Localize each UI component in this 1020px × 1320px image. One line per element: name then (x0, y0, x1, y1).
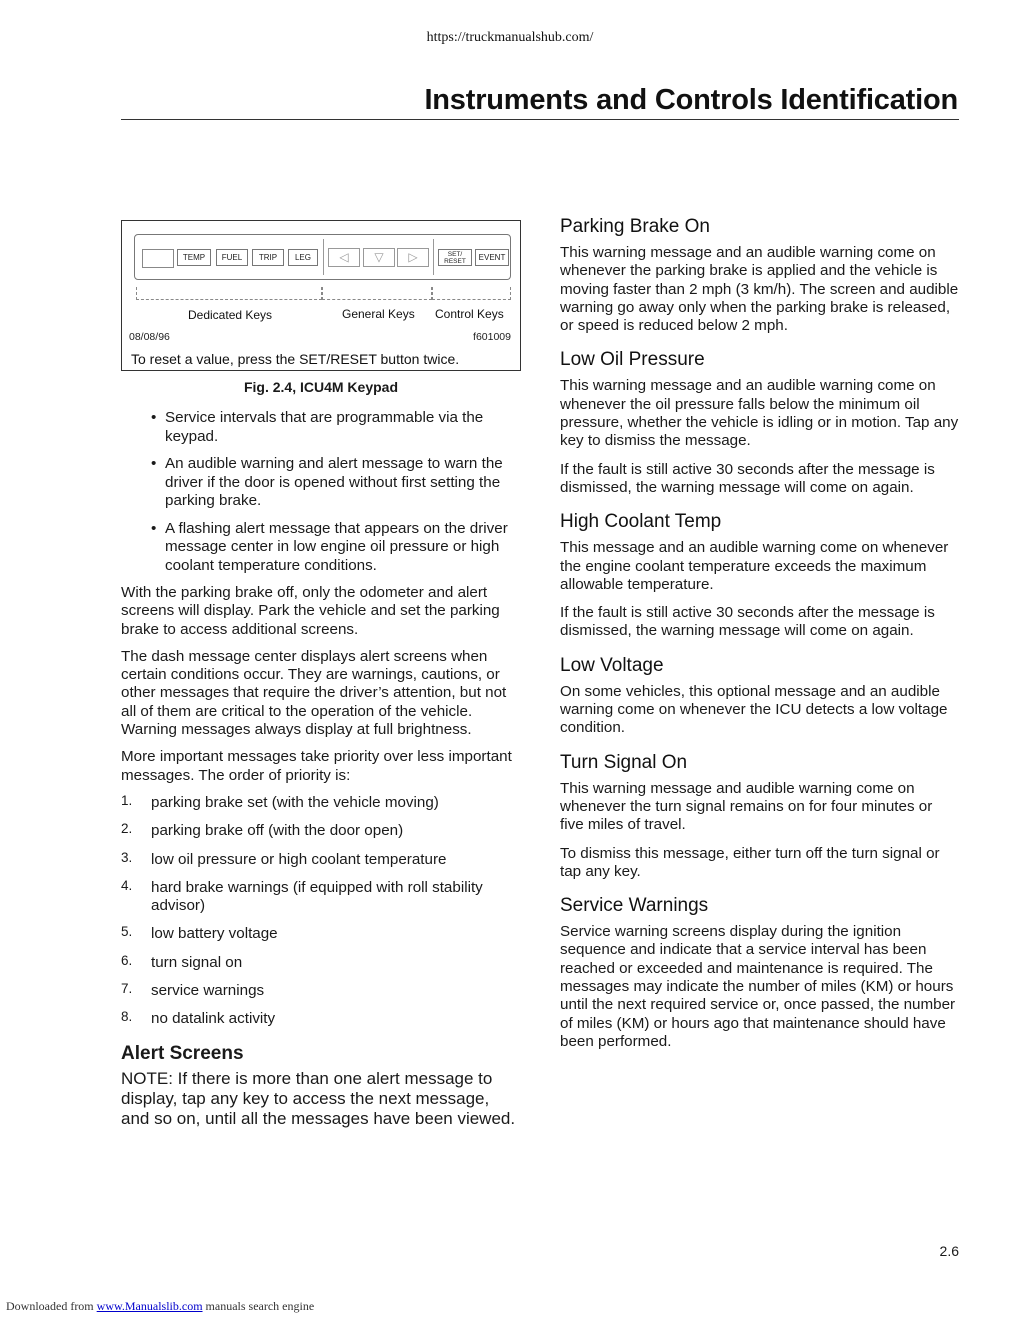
figure-caption: Fig. 2.4, ICU4M Keypad (243, 379, 399, 395)
keypad-figure (121, 220, 521, 371)
paragraph: The dash message center displays alert screens when certain conditions occur. They are warnings, cautions, or other messages that require the driver’s attention, but not all of them are critical to the operation of the vehicle. Warning messages always display at full brightness. (121, 647, 507, 739)
list-item (121, 851, 521, 869)
left-column (121, 220, 521, 1129)
icu4m-keypad (134, 234, 511, 280)
keypad-display (142, 249, 174, 268)
bullet-text: An audible warning and alert message to warn the driver if the door is opened without first setting the parking brake. (165, 455, 503, 509)
list-number: 4. (121, 877, 133, 893)
temp-key: TEMP (177, 249, 211, 266)
list-number: 2. (121, 821, 133, 837)
set-reset-key-line2: RESET (444, 258, 466, 265)
right-column (560, 216, 960, 1065)
list-text: parking brake off (with the door open) (151, 822, 404, 840)
section-turn-signal-on (560, 752, 960, 881)
source-url: https://truckmanualshub.com/ (426, 30, 594, 45)
down-arrow-icon: ▽ (363, 248, 395, 267)
control-keys-bracket (432, 287, 511, 300)
list-text: low battery voltage (151, 925, 278, 943)
list-item (121, 954, 521, 972)
general-keys-bracket (322, 287, 432, 300)
page-number: 2.6 (939, 1243, 959, 1259)
dedicated-keys-label: Dedicated Keys (188, 308, 273, 322)
paragraph: If the fault is still active 30 seconds after the message is dismissed, the warning message will come on again. (560, 604, 935, 640)
list-text: hard brake warnings (if equipped with roll stability advisor) (151, 878, 483, 915)
section-heading: Low Voltage (560, 654, 664, 676)
alert-screens-note: NOTE: If there is more than one alert message to display, tap any key to access the next message, and so on, until all the messages have been viewed. (121, 1068, 516, 1128)
paragraph: This warning message and an audible warning come on whenever the parking brake is applied and the vehicle is moving faster than 2 mph (3 km/h). The screen and audible warning go away only when the parking brake is released, or speed is reduced below 2 mph. (560, 244, 959, 335)
list-text: service warnings (151, 982, 265, 1000)
section-heading: Service Warnings (560, 895, 709, 917)
bullet-text: A flashing alert message that appears on the driver message center in low engine oil pressure or high coolant temperature conditions. (165, 519, 508, 574)
list-text: parking brake set (with the vehicle moving) (151, 793, 439, 811)
list-item (121, 925, 521, 943)
bullet-icon: • (151, 519, 157, 537)
list-number: 5. (121, 924, 133, 940)
section-high-coolant-temp (560, 511, 960, 640)
alert-screens-heading: Alert Screens (121, 1042, 244, 1064)
paragraph: Service warning screens display during the ignition sequence and indicate that a service interval has been reached or exceeded and maintenance is required. The messages may indicate the number of miles (KM) or hours until the next required service or, once passed, the number of miles (KM) or hours ago that maintenance should have been performed. (560, 923, 956, 1050)
set-reset-key (438, 249, 472, 266)
list-text: no datalink activity (151, 1010, 276, 1028)
paragraph: To dismiss this message, either turn off the turn signal or tap any key. (560, 844, 940, 880)
section-heading: High Coolant Temp (560, 511, 722, 533)
bullet-icon: • (151, 409, 157, 426)
list-item (121, 1010, 521, 1028)
footer-prefix: Downloaded from (6, 1299, 94, 1313)
list-item (121, 455, 521, 511)
list-text: turn signal on (151, 953, 243, 971)
paragraph: More important messages take priority over less important messages. The order of priority is: (121, 748, 512, 784)
priority-list (121, 794, 521, 1029)
footer (6, 1299, 314, 1314)
bullet-text: Service intervals that are programmable via the keypad. (165, 409, 484, 445)
keypad-separator (433, 239, 434, 275)
set-reset-key-line1: SET/ (447, 251, 463, 258)
section-service-warnings (560, 895, 960, 1051)
keypad-separator (323, 239, 324, 275)
paragraph: If the fault is still active 30 seconds after the message is dismissed, the warning message will come on again. (560, 460, 935, 496)
feature-bullet-list (121, 409, 521, 575)
list-item (121, 409, 521, 446)
right-arrow-icon: ▷ (397, 248, 429, 267)
list-item (121, 520, 521, 576)
list-item (121, 794, 521, 812)
list-number: 1. (121, 792, 133, 808)
event-key: EVENT (475, 249, 509, 266)
fuel-key: FUEL (216, 249, 248, 266)
list-item (121, 982, 521, 1000)
paragraph: On some vehicles, this optional message and an audible warning come on whenever the ICU detects a low voltage condition. (560, 682, 948, 737)
list-number: 7. (121, 981, 133, 997)
paragraph: This message and an audible warning come on whenever the engine coolant temperature exceeds the maximum allowable temperature. (560, 539, 949, 593)
section-parking-brake-on (560, 216, 960, 335)
list-item (121, 879, 521, 916)
paragraph: This warning message and audible warning come on whenever the turn signal remains on for four minutes or five miles of travel. (560, 779, 933, 834)
list-number: 8. (121, 1009, 133, 1025)
page-title: Instruments and Controls Identification (424, 84, 958, 116)
left-arrow-icon: ◁ (328, 248, 360, 267)
paragraph: With the parking brake off, only the odometer and alert screens will display. Park the vehicle and set the parking brake to access additional screens. (121, 584, 500, 638)
bullet-icon: • (151, 455, 157, 472)
section-heading: Parking Brake On (560, 216, 710, 237)
list-item (121, 822, 521, 840)
manualslib-link[interactable]: www.Manualslib.com (96, 1299, 203, 1313)
section-low-voltage (560, 655, 960, 738)
list-number: 6. (121, 952, 133, 968)
section-heading: Turn Signal On (560, 751, 688, 773)
reset-instruction: To reset a value, press the SET/RESET button twice. (131, 351, 460, 367)
control-keys-label: Control Keys (435, 307, 504, 321)
paragraph: This warning message and an audible warning come on whenever the oil pressure falls below the minimum oil pressure, whether the vehicle is idling or in motion. Tap any key to dismiss the message. (560, 377, 959, 450)
list-text: low oil pressure or high coolant temperature (151, 850, 447, 868)
section-heading: Low Oil Pressure (560, 349, 705, 371)
leg-key: LEG (288, 249, 318, 266)
dedicated-keys-bracket (136, 287, 322, 300)
footer-suffix: manuals search engine (205, 1299, 315, 1313)
section-low-oil-pressure (560, 349, 960, 497)
list-number: 3. (121, 849, 133, 865)
figure-id: f601009 (473, 331, 511, 343)
general-keys-label: General Keys (342, 307, 415, 321)
figure-date: 08/08/96 (129, 331, 170, 343)
trip-key: TRIP (252, 249, 284, 266)
title-divider (121, 119, 959, 120)
